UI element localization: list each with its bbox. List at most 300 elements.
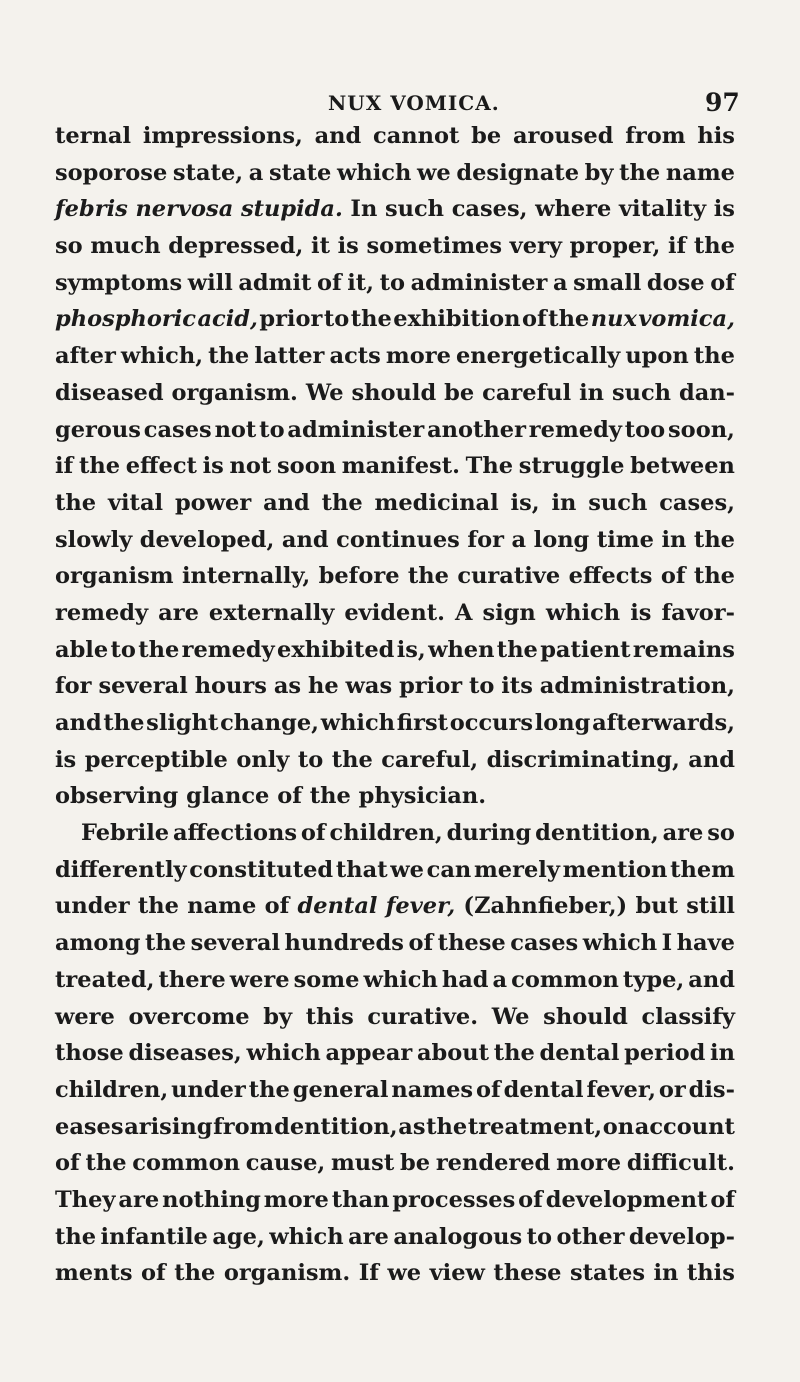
word: of (710, 269, 735, 296)
word: such (588, 489, 648, 516)
word: small (573, 269, 642, 296)
word: before (318, 563, 400, 590)
word: nux (590, 306, 637, 333)
text-line-22 (55, 888, 735, 925)
word: administer (410, 269, 548, 296)
word: are (348, 1223, 389, 1250)
word: curative. (367, 1003, 479, 1030)
word: soporose (55, 159, 168, 186)
word: is (713, 196, 735, 223)
word: which (582, 930, 658, 957)
word: dental (503, 1076, 584, 1103)
word: several (98, 673, 188, 700)
word: under (55, 893, 130, 920)
text-line-1 (55, 118, 735, 155)
word: a (248, 159, 264, 186)
word: and (55, 710, 102, 736)
word: afterwards, (592, 710, 735, 736)
page-header (0, 88, 800, 118)
word: gerous (55, 416, 141, 443)
word: can (426, 856, 472, 883)
word: evident. (344, 599, 445, 626)
word: develop- (628, 1223, 735, 1250)
word: the (426, 1113, 468, 1140)
word: arising (124, 1113, 213, 1140)
word: hundreds (284, 930, 404, 957)
word: fever, (385, 893, 456, 920)
word: organism (55, 563, 174, 590)
word: the (208, 343, 250, 370)
text-line-3 (55, 191, 735, 228)
word: it (311, 233, 330, 260)
word: is (630, 599, 652, 626)
word: patient (540, 636, 631, 663)
word: we (417, 159, 451, 186)
word: cause, (245, 1150, 326, 1177)
word: observing (55, 783, 187, 810)
word: and (688, 966, 735, 993)
word: be (444, 379, 475, 406)
word: name (665, 159, 735, 186)
word: symptoms (55, 269, 183, 296)
word: only (236, 746, 290, 773)
word: administration, (539, 673, 735, 700)
word: had (441, 966, 489, 993)
word: or (658, 1076, 686, 1103)
text-line-24 (55, 962, 735, 999)
word: the (693, 563, 735, 590)
word: They (55, 1186, 116, 1213)
word: prior (399, 673, 463, 700)
word: not (229, 453, 272, 480)
word: curative (457, 563, 561, 590)
word: in (551, 489, 577, 516)
text-line-7 (55, 338, 735, 375)
word: affections (172, 820, 298, 847)
word: sometimes (366, 233, 502, 260)
word: to (297, 746, 324, 773)
word: the (145, 930, 187, 957)
word: slowly (55, 526, 133, 553)
word: is (55, 746, 77, 773)
word: long (533, 526, 590, 553)
word: to (259, 416, 285, 443)
word: which, (120, 343, 204, 370)
word: name (187, 893, 257, 920)
word: which (545, 599, 621, 626)
word: If (358, 1260, 379, 1287)
text-line-8 (55, 375, 735, 412)
word: continues (336, 526, 460, 553)
word: phosphoric (55, 306, 196, 333)
word: latter (254, 343, 325, 370)
word: the (138, 636, 180, 663)
text-line-20 (55, 815, 735, 852)
word: still (686, 893, 735, 920)
word: common (132, 1150, 240, 1177)
text-line-2 (55, 155, 735, 192)
word: the (55, 1223, 97, 1250)
word: from (213, 1113, 274, 1140)
word: effect (125, 453, 197, 480)
text-line-13 (55, 558, 735, 595)
word: remedy (181, 636, 275, 663)
word: differently (55, 856, 187, 883)
word: not (214, 416, 257, 443)
word: are (662, 820, 704, 847)
word: several (190, 930, 280, 957)
word: admit (238, 269, 312, 296)
word: these (437, 930, 506, 957)
word: A (454, 599, 473, 626)
text-line-9 (55, 412, 735, 449)
word: we (387, 1260, 422, 1287)
word: to (323, 306, 350, 333)
word: vitality (618, 196, 707, 223)
word: the (493, 1040, 535, 1067)
word: too (624, 416, 666, 443)
word: is, (396, 636, 426, 663)
word: it, (347, 269, 375, 296)
word: for (55, 673, 92, 700)
body-text (55, 118, 735, 1292)
word: cases (510, 930, 579, 957)
word: remains (632, 636, 735, 663)
word: designate (456, 159, 580, 186)
word: the (103, 710, 145, 736)
word: its (501, 673, 533, 700)
word: if (55, 453, 74, 480)
text-line-14 (55, 595, 735, 632)
running-title: NUX VOMICA. (328, 91, 500, 115)
word: these (493, 1260, 562, 1287)
word: Febrile (81, 820, 170, 847)
word: which (246, 1040, 321, 1067)
text-line-26 (55, 1035, 735, 1072)
word: soon, (668, 416, 735, 443)
word: which (269, 1223, 344, 1250)
word: which (337, 159, 412, 186)
word: careful (482, 379, 572, 406)
word: processes (392, 1186, 516, 1213)
word: among (55, 930, 141, 957)
word: the (496, 636, 538, 663)
word: the (248, 1076, 290, 1103)
word: cannot (373, 123, 460, 149)
word: upon (625, 343, 689, 370)
word: of (300, 820, 326, 847)
word: impressions, (142, 123, 303, 149)
word: as (398, 1113, 426, 1140)
word: where (535, 196, 612, 223)
word: as (273, 673, 302, 700)
text-line-32 (55, 1255, 735, 1292)
word: stupida. (240, 196, 343, 223)
word: discriminating, (486, 746, 680, 773)
text-line-19 (55, 778, 735, 815)
word: of (55, 1150, 80, 1177)
text-line-29 (55, 1145, 735, 1182)
word: remedy (55, 599, 149, 626)
word: We (305, 379, 344, 406)
word: of (476, 1076, 501, 1103)
word: development (545, 1186, 708, 1213)
word: ments (55, 1260, 133, 1287)
word: sign (482, 599, 536, 626)
word: the (693, 526, 735, 553)
text-line-4 (55, 228, 735, 265)
word: treatment, (467, 1113, 603, 1140)
word: this (686, 1260, 735, 1287)
word: type, (622, 966, 685, 993)
word: nothing (162, 1186, 261, 1213)
word: slight (146, 710, 219, 736)
word: those (55, 1040, 124, 1067)
text-line-12 (55, 522, 735, 559)
word: view (429, 1260, 485, 1287)
word: such (384, 196, 445, 223)
word: dental (539, 1040, 620, 1067)
word: about (416, 1040, 490, 1067)
word: to (468, 673, 495, 700)
word: age, (212, 1223, 265, 1250)
word: analogous (393, 1223, 523, 1250)
word: from (625, 123, 686, 149)
word: glance (186, 783, 278, 810)
word: classify (641, 1003, 735, 1030)
word: the (350, 306, 392, 333)
word: the (55, 489, 97, 516)
word: period (624, 1040, 706, 1067)
word: to (379, 269, 405, 296)
word: infantile (100, 1223, 208, 1250)
word: perceptible (84, 746, 228, 773)
word: depressed, (168, 233, 304, 260)
word: children, (329, 820, 443, 847)
word: time (596, 526, 654, 553)
word: externally (208, 599, 335, 626)
word: more (385, 343, 451, 370)
word: state (269, 159, 332, 186)
word: proper, (569, 233, 661, 260)
word: were (55, 1003, 115, 1030)
word: energetically (455, 343, 621, 370)
word: which (320, 710, 396, 736)
word: developed, (139, 526, 275, 553)
word: other (556, 1223, 625, 1250)
word: this (305, 1003, 354, 1030)
text-line-27 (55, 1072, 735, 1109)
word: dan- (678, 379, 735, 406)
word: the (321, 489, 363, 516)
word: overcome (128, 1003, 250, 1030)
word: of (141, 1260, 166, 1287)
word: by (584, 159, 614, 186)
word: of (408, 930, 434, 957)
word: treated, (55, 966, 155, 993)
word: vomica, (638, 306, 735, 333)
word: manifest. (341, 453, 460, 480)
word: medicinal (374, 489, 499, 516)
word: We (491, 1003, 530, 1030)
word: if (667, 233, 687, 260)
word: remedy (528, 416, 622, 443)
word: dis- (688, 1076, 735, 1103)
word: internally, (181, 563, 311, 590)
word: prior (259, 306, 323, 333)
word: long (534, 710, 591, 736)
word: first (396, 710, 449, 736)
word: account (634, 1113, 735, 1140)
word: occurs (449, 710, 534, 736)
word: vital (107, 489, 164, 516)
word: organism. (223, 1260, 351, 1287)
text-line-16 (55, 668, 735, 705)
word: (Zahnfieber,) (463, 893, 628, 920)
word: when (428, 636, 495, 663)
word: in (579, 379, 605, 406)
word: but (635, 893, 678, 920)
word: children, (55, 1076, 169, 1103)
word: so (707, 820, 735, 847)
word: than (331, 1186, 390, 1213)
text-line-28 (55, 1109, 735, 1146)
word: the (548, 306, 590, 333)
text-line-17 (55, 705, 735, 742)
word: is, (510, 489, 540, 516)
text-line-6 (55, 301, 735, 338)
word: exhibited (277, 636, 395, 663)
word: for (467, 526, 504, 553)
word: dentition, (274, 1113, 398, 1140)
text-line-15 (55, 632, 735, 669)
word: of (264, 893, 290, 920)
text-line-30 (55, 1182, 735, 1219)
text-line-23 (55, 925, 735, 962)
word: soon (277, 453, 337, 480)
word: cases, (659, 489, 735, 516)
word: struggle (518, 453, 625, 480)
word: another (427, 416, 526, 443)
text-line-18 (55, 742, 735, 779)
text-line-11 (55, 485, 735, 522)
word: dentition, (535, 820, 659, 847)
text-line-25 (55, 999, 735, 1036)
word: must (330, 1150, 395, 1177)
word: ternal (55, 123, 132, 149)
word: merely (473, 856, 560, 883)
word: names (391, 1076, 474, 1103)
word: and (263, 489, 310, 516)
word: have (676, 930, 735, 957)
word: the (407, 563, 449, 590)
word: cases, (451, 196, 528, 223)
word: be (471, 123, 502, 149)
word: some (293, 966, 360, 993)
word: states (569, 1260, 645, 1287)
word: should (543, 1003, 628, 1030)
word: mention (562, 856, 668, 883)
word: and (314, 123, 362, 149)
word: should (351, 379, 437, 406)
word: constituted (189, 856, 334, 883)
word: acid, (197, 306, 258, 333)
word: the (619, 159, 661, 186)
word: fever, (586, 1076, 656, 1103)
word: exhibition (393, 306, 521, 333)
word: the (137, 893, 179, 920)
text-line-10 (55, 448, 735, 485)
word: his (697, 123, 735, 149)
word: diseases, (128, 1040, 242, 1067)
word: more (263, 1186, 329, 1213)
word: hours (194, 673, 267, 700)
word: common (511, 966, 619, 993)
word: was (345, 673, 393, 700)
word: such (611, 379, 672, 406)
word: dose (646, 269, 705, 296)
word: the (309, 783, 359, 810)
word: power (174, 489, 252, 516)
word: of (277, 783, 310, 810)
word: very (509, 233, 562, 260)
word: during (446, 820, 532, 847)
word: change, (220, 710, 319, 736)
word: in (710, 1040, 735, 1067)
word: and (688, 746, 735, 773)
word: favor- (661, 599, 735, 626)
word: the (693, 233, 735, 260)
word: to (526, 1223, 553, 1250)
page-number: 97 (705, 88, 740, 117)
word: effects (568, 563, 653, 590)
word: a (492, 966, 508, 993)
word: are (118, 1186, 160, 1213)
word: eases (55, 1113, 124, 1140)
word: nervosa (135, 196, 234, 223)
word: of (316, 269, 342, 296)
word: on (602, 1113, 635, 1140)
word: after (55, 343, 116, 370)
word: between (630, 453, 735, 480)
word: much (90, 233, 161, 260)
word: under (171, 1076, 246, 1103)
word: and (281, 526, 329, 553)
word: that (335, 856, 388, 883)
word: able (55, 636, 109, 663)
word: difficult. (626, 1150, 735, 1177)
word: appear (325, 1040, 413, 1067)
word: the (174, 1260, 216, 1287)
word: so (55, 233, 83, 260)
word: physician. (358, 783, 487, 810)
word: acts (329, 343, 381, 370)
word: them (670, 856, 735, 883)
word: rendered (435, 1150, 551, 1177)
word: will (187, 269, 233, 296)
word: are (158, 599, 199, 626)
word: febris (55, 196, 128, 223)
word: to (110, 636, 136, 663)
word: of (660, 563, 686, 590)
word: of (522, 306, 547, 333)
word: the (331, 746, 373, 773)
word: of (710, 1186, 735, 1213)
word: In (350, 196, 378, 223)
word: a (552, 269, 568, 296)
word: administer (287, 416, 425, 443)
word: I (661, 930, 673, 957)
